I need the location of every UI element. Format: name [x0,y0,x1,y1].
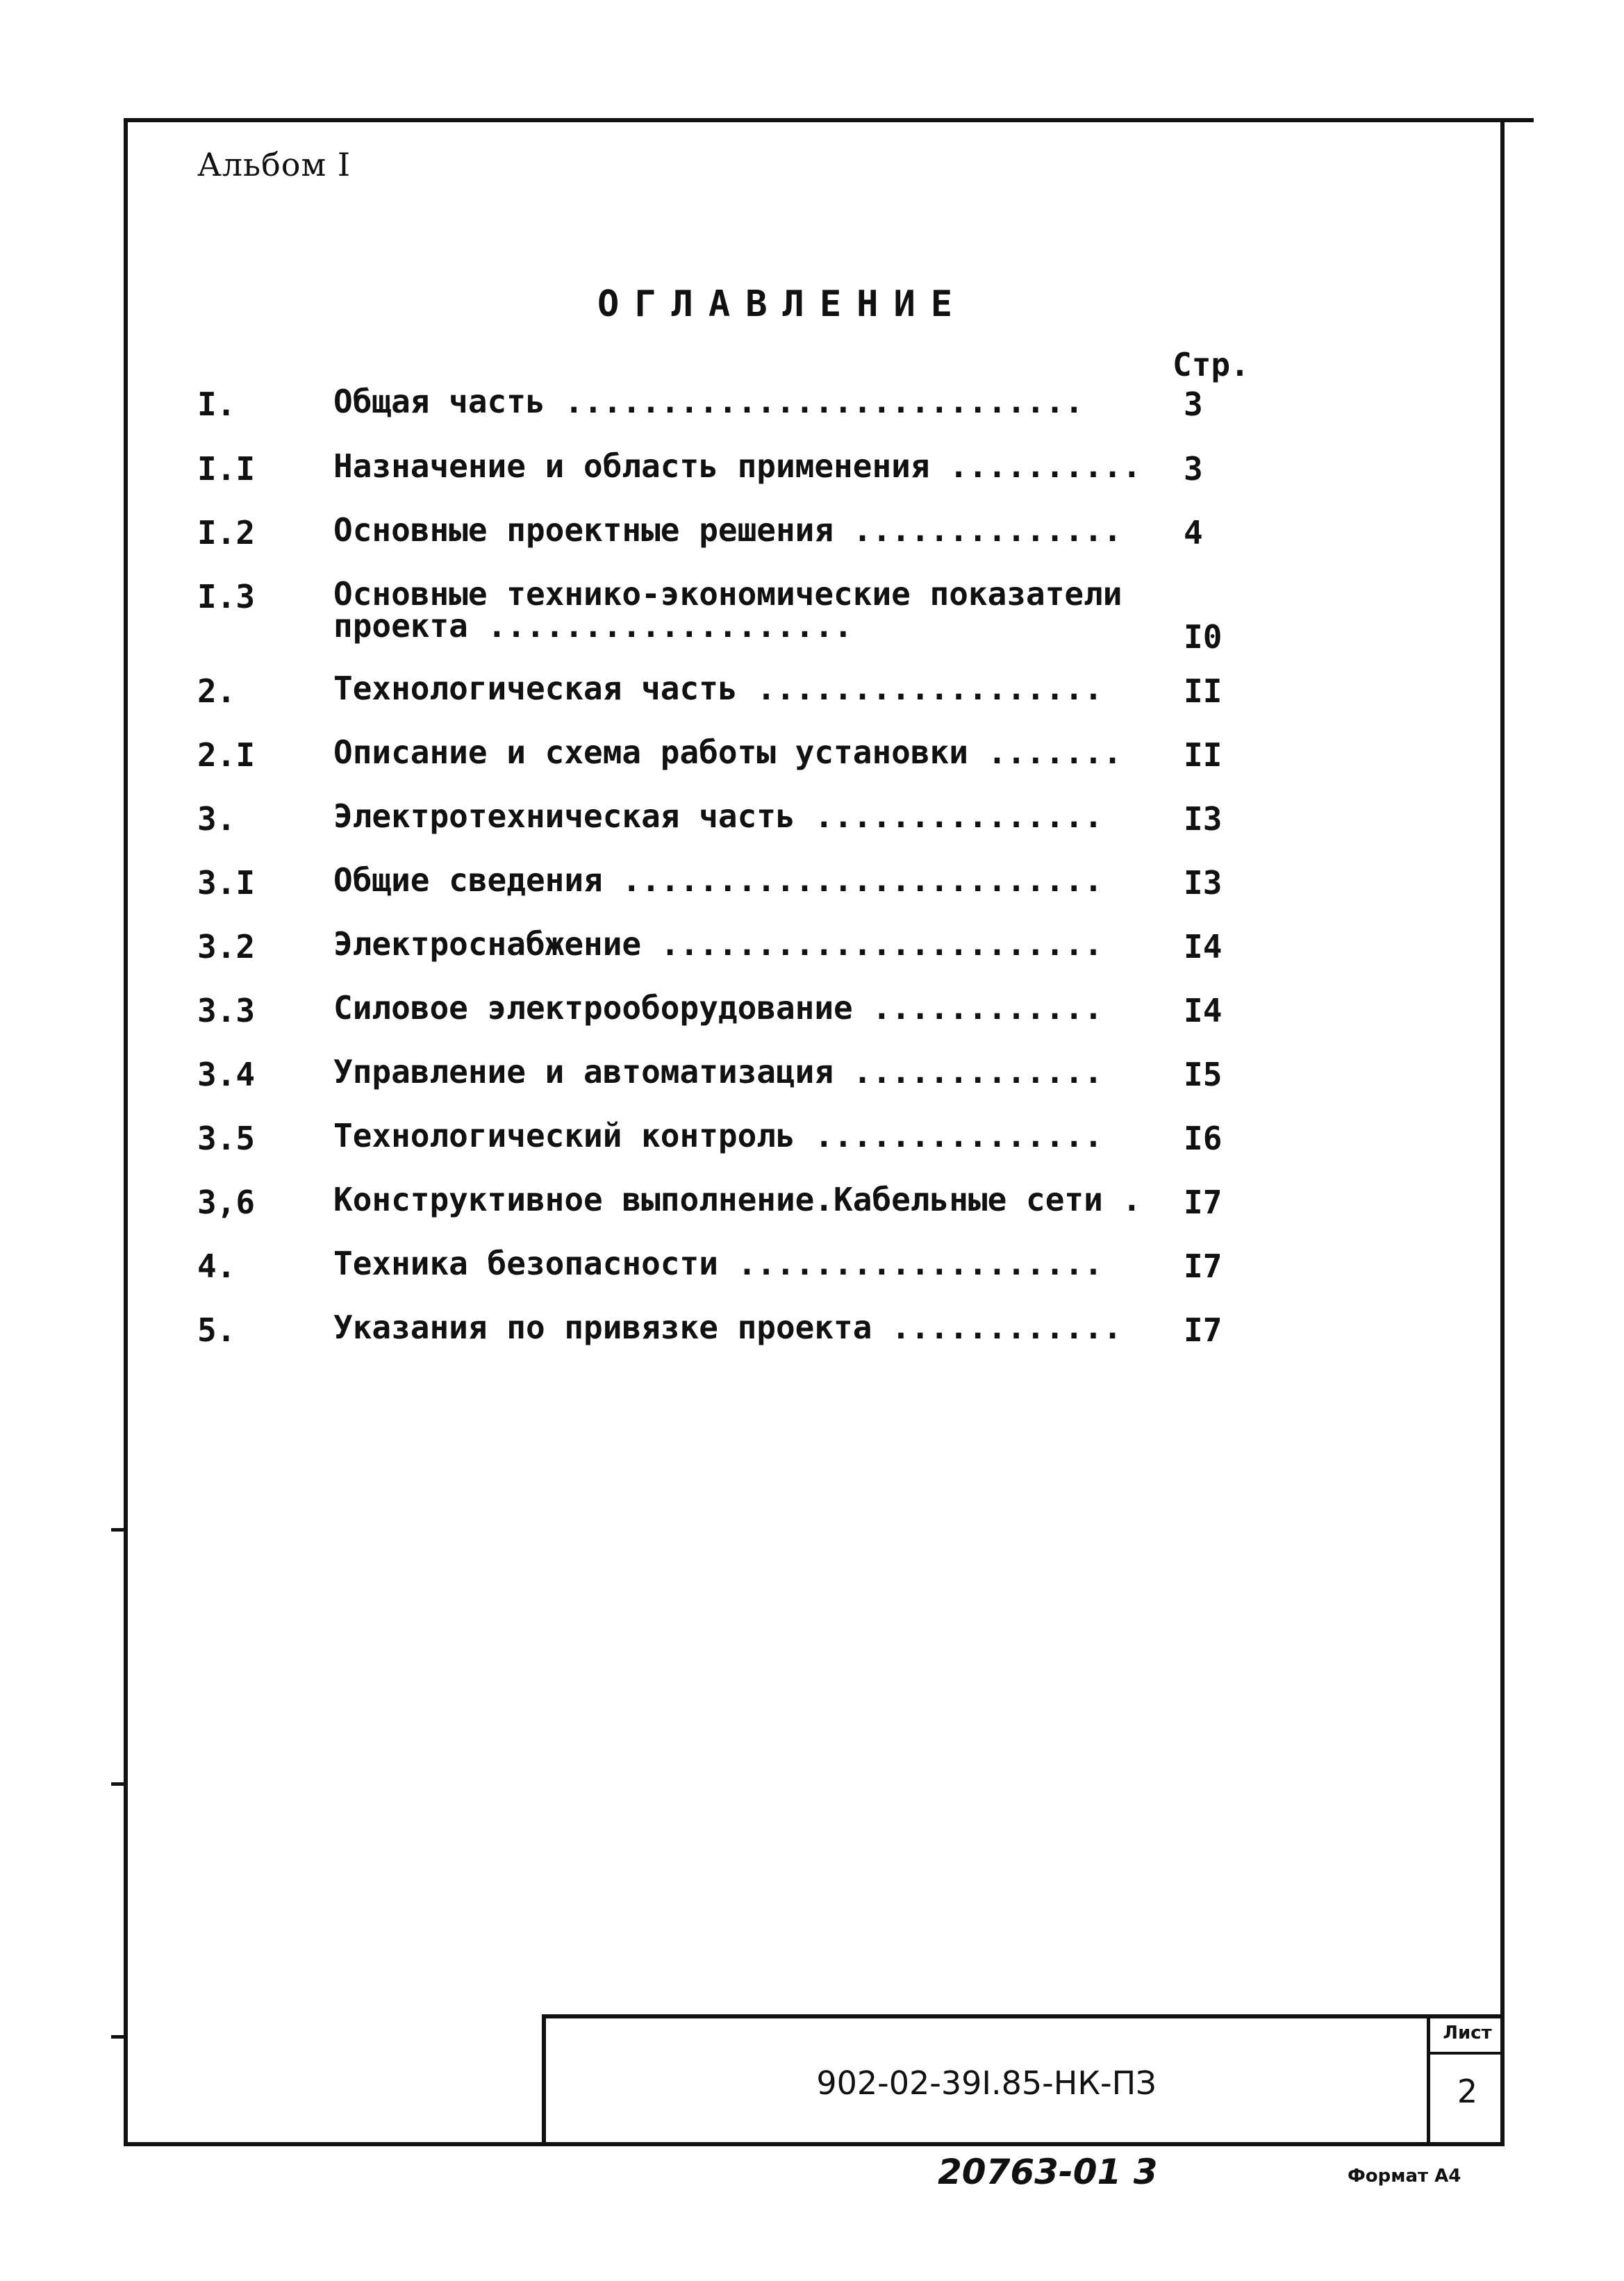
toc-entry-title: Технологическая часть .................. [333,670,1103,707]
sheet-number: 2 [1457,2073,1478,2110]
toc-entry-page: I0 [1184,618,1223,656]
toc-entry-page: II [1184,672,1223,710]
toc-entry-title: Общая часть ........................... [333,383,1084,420]
toc-entry-title: Назначение и область применения .......... [333,447,1142,485]
frame-left-border [124,118,128,2146]
toc-entry-number: 3.3 [197,992,256,1029]
toc-entry-title: Силовое электрооборудование ............ [333,989,1103,1027]
toc-entry-title: Электротехническая часть ............... [333,797,1103,835]
frame-right-border [1500,118,1505,2146]
toc-entry-number: 3.4 [197,1056,256,1093]
toc-entry-number: 5. [197,1311,236,1349]
document-code: 902-02-39I.85-НК-ПЗ [816,2064,1157,2102]
toc-entry-number: 3.2 [197,928,256,965]
toc-entry-number: I.I [197,450,256,488]
sheet-label: Лист [1443,2023,1492,2043]
sheet-box [1427,2018,1505,2146]
toc-entry-page: 3 [1184,385,1203,423]
toc-entry-page: I5 [1184,1056,1223,1093]
toc-entry-title: Электроснабжение ....................... [333,925,1103,963]
toc-entry-number: 3,6 [197,1184,256,1221]
toc-entry-title: Управление и автоматизация ............. [333,1053,1103,1090]
toc-entry-number: 3.5 [197,1120,256,1157]
toc-entry-page: II [1184,736,1223,774]
toc-entry-page: 3 [1184,450,1203,488]
toc-entry-title: Общие сведения ......................... [333,861,1103,899]
toc-entry-page: I6 [1184,1120,1223,1157]
toc-entry-title: Основные технико-экономические показатели проекта ................... [333,575,1122,645]
toc-entry-page: I3 [1184,864,1223,902]
frame-top-border [124,118,1534,122]
paper-format: Формат А4 [1348,2166,1461,2187]
toc-entry-number: 2.I [197,736,256,774]
toc-entry-number: 3.I [197,864,256,902]
toc-entry-page: I4 [1184,992,1223,1029]
page-title: ОГЛАВЛЕНИЕ [597,283,968,325]
toc-entry-title: Описание и схема работы установки ....... [333,733,1122,771]
title-block [542,2014,1505,2146]
inventory-number: 20763-01 3 [938,2152,1158,2192]
album-label: Альбом I [197,146,351,183]
page-column-header: Стр. [1173,346,1250,383]
toc-entry-number: I.3 [197,578,256,615]
binding-tick [111,1528,128,1532]
toc-entry-page: I3 [1184,800,1223,838]
toc-entry-title: Конструктивное выполнение.Кабельные сети . [333,1181,1142,1218]
toc-entry-number: 2. [197,672,236,710]
binding-tick [111,2035,128,2039]
toc-entry-page: I7 [1184,1247,1223,1285]
toc-entry-page: I7 [1184,1311,1223,1349]
toc-entry-title: Технологический контроль ............... [333,1117,1103,1154]
toc-entry-title: Указания по привязке проекта ............ [333,1309,1122,1346]
toc-entry-page: 4 [1184,514,1203,551]
toc-entry-page: I4 [1184,928,1223,965]
binding-tick [111,1782,128,1786]
toc-entry-page: I7 [1184,1184,1223,1221]
toc-entry-number: I. [197,385,236,423]
toc-entry-title: Техника безопасности ................... [333,1245,1103,1282]
toc-entry-title: Основные проектные решения .............. [333,511,1122,549]
toc-entry-number: 4. [197,1247,236,1285]
sheet-divider [1430,2052,1505,2055]
toc-entry-number: 3. [197,800,236,838]
toc-entry-number: I.2 [197,514,256,551]
